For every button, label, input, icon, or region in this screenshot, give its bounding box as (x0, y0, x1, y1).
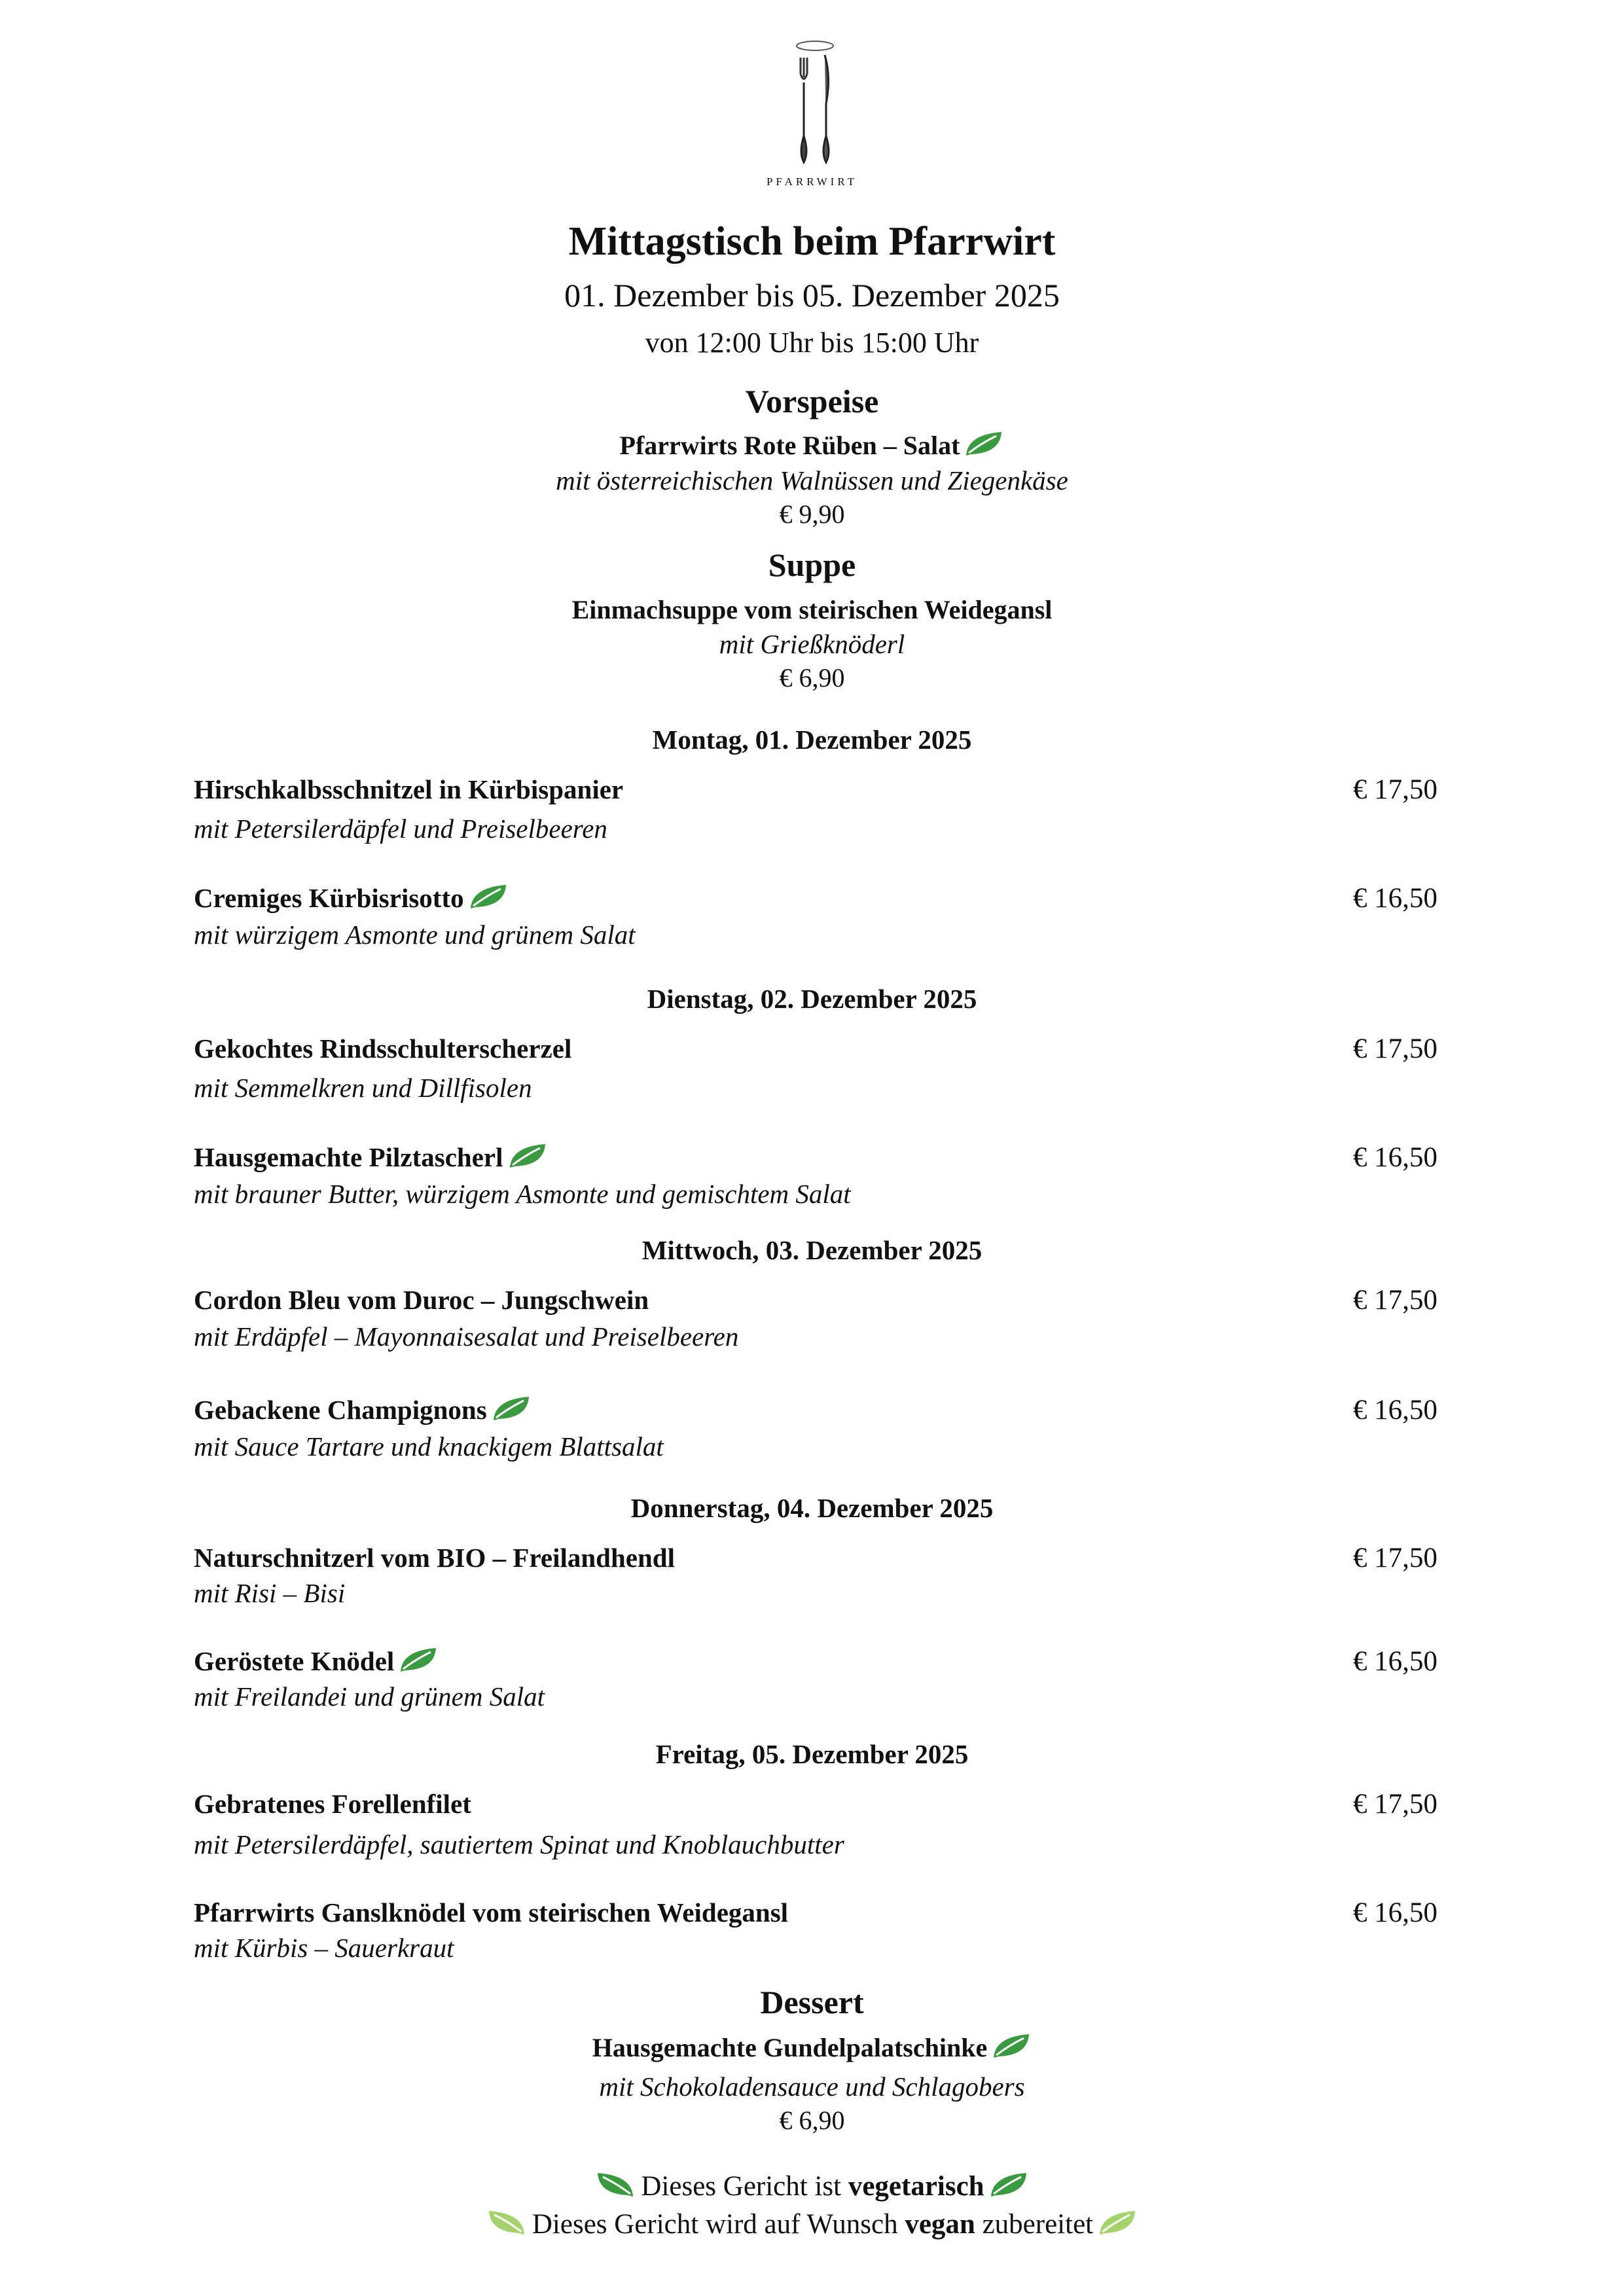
legend-vegetarian-word: vegetarisch (848, 2171, 984, 2202)
restaurant-logo (779, 38, 851, 175)
dish-name-with-leaf (194, 882, 509, 914)
opening-hours: von 12:00 Uhr bis 15:00 Uhr (645, 327, 979, 359)
date-range: 01. Dezember bis 05. Dezember 2025 (564, 277, 1060, 314)
vegetarian-leaf-icon (507, 1141, 548, 1170)
cutlery-halo-icon (779, 38, 851, 175)
dish-desc: mit würzigem Asmonte und grünem Salat (194, 920, 636, 950)
starter-price: € 9,90 (779, 499, 845, 529)
dish-price: € 17,50 (1353, 1789, 1437, 1820)
dish-name-with-leaf (194, 1141, 548, 1173)
dish-name: Naturschnitzerl vom BIO – Freilandhendl (194, 1543, 675, 1573)
day-heading: Montag, 01. Dezember 2025 (652, 725, 972, 755)
vegetarian-leaf-icon (491, 1394, 532, 1423)
soup-dish: Einmachsuppe vom steirischen Weidegansl (571, 595, 1053, 624)
menu-item (194, 1542, 1437, 1608)
section-heading-soup: Suppe (768, 547, 856, 583)
dish-price: € 16,50 (1353, 883, 1437, 914)
day-heading: Dienstag, 02. Dezember 2025 (647, 984, 977, 1014)
dish-price: € 17,50 (1353, 1033, 1437, 1064)
menu-item (194, 1284, 1437, 1352)
legend-vegan (0, 2208, 1624, 2240)
soup-price: € 6,90 (779, 663, 845, 692)
dessert-dish-name: Hausgemachte Gundelpalatschinke (592, 2033, 988, 2062)
legend-vegetarian-text: Dieses Gericht ist (641, 2171, 842, 2202)
dessert-dish (0, 2032, 1624, 2063)
dish-name: Gebratenes Forellenfilet (194, 1789, 471, 1819)
vegetarian-leaf-icon (988, 2170, 1029, 2199)
menu-item (194, 1033, 1437, 1103)
dish-desc: mit Petersilerdäpfel und Preiselbeeren (194, 814, 607, 844)
vegetarian-leaf-icon (964, 429, 1004, 458)
vegetarian-leaf-icon (468, 882, 509, 911)
dish-price: € 16,50 (1353, 1646, 1437, 1677)
menu-item (194, 1645, 1437, 1712)
dessert-price: € 6,90 (779, 2106, 845, 2135)
starter-desc: mit österreichischen Walnüssen und Ziegenkäse (556, 465, 1068, 495)
dish-name: Cremiges Kürbisrisotto (194, 883, 464, 913)
dish-desc: mit Petersilerdäpfel, sautiertem Spinat und Knoblauchbutter (194, 1829, 844, 1859)
menu-item (194, 1897, 1437, 1963)
legend-vegan-word: vegan (905, 2209, 975, 2240)
dish-desc: mit Erdäpfel – Mayonnaisesalat und Preiselbeeren (194, 1321, 739, 1352)
dish-name: Gebackene Champignons (194, 1395, 487, 1425)
menu-item (194, 1394, 1437, 1462)
menu-item (194, 1141, 1437, 1209)
menu-item (194, 1788, 1437, 1859)
legend-vegetarian (0, 2170, 1624, 2202)
logo-wordmark: PFARRWIRT (766, 175, 858, 188)
dish-desc: mit Freilandei und grünem Salat (194, 1681, 545, 1712)
dish-name: Gekochtes Rindsschulterscherzel (194, 1033, 572, 1064)
dish-desc: mit brauner Butter, würzigem Asmonte und gemischtem Salat (194, 1179, 851, 1209)
vegan-leaf-icon (1097, 2208, 1138, 2237)
dish-price: € 17,50 (1353, 774, 1437, 805)
vegetarian-leaf-icon (398, 1645, 439, 1674)
day-heading: Donnerstag, 04. Dezember 2025 (630, 1493, 994, 1523)
dish-name: Cordon Bleu vom Duroc – Jungschwein (194, 1285, 649, 1315)
section-heading-starter: Vorspeise (745, 383, 879, 420)
day-heading: Mittwoch, 03. Dezember 2025 (641, 1235, 983, 1265)
starter-dish (0, 429, 1624, 461)
dessert-desc: mit Schokoladensauce und Schlagobers (599, 2072, 1025, 2102)
dish-price: € 17,50 (1353, 1543, 1437, 1573)
dish-name: Pfarrwirts Ganslknödel vom steirischen Weidegansl (194, 1897, 789, 1928)
dish-name: Hirschkalbsschnitzel in Kürbispanier (194, 774, 624, 804)
dish-name: Hausgemachte Pilztascherl (194, 1142, 503, 1172)
page-title: Mittagstisch beim Pfarrwirt (568, 219, 1056, 264)
menu-item (194, 774, 1437, 844)
vegan-leaf-icon (486, 2208, 527, 2237)
legend-vegan-suffix: zubereitet (982, 2209, 1094, 2240)
section-heading-dessert: Dessert (760, 1984, 864, 2020)
day-heading: Freitag, 05. Dezember 2025 (655, 1739, 969, 1769)
menu-item (194, 882, 1437, 950)
dish-name-with-leaf (194, 1645, 439, 1677)
soup-desc: mit Grießknöderl (719, 629, 905, 659)
dish-price: € 16,50 (1353, 1897, 1437, 1928)
dish-price: € 16,50 (1353, 1395, 1437, 1426)
dish-name: Geröstete Knödel (194, 1646, 395, 1676)
starter-dish-name: Pfarrwirts Rote Rüben – Salat (619, 431, 960, 460)
dish-desc: mit Sauce Tartare und knackigem Blattsalat (194, 1431, 664, 1462)
vegetarian-leaf-icon (991, 2032, 1032, 2060)
dish-price: € 16,50 (1353, 1142, 1437, 1173)
dish-desc: mit Risi – Bisi (194, 1578, 346, 1608)
dish-desc: mit Semmelkren und Dillfisolen (194, 1073, 532, 1103)
legend-vegan-text: Dieses Gericht wird auf Wunsch (532, 2209, 898, 2240)
dish-price: € 17,50 (1353, 1285, 1437, 1316)
vegetarian-leaf-icon (595, 2170, 636, 2199)
dish-desc: mit Kürbis – Sauerkraut (194, 1933, 454, 1963)
dish-name-with-leaf (194, 1394, 532, 1426)
